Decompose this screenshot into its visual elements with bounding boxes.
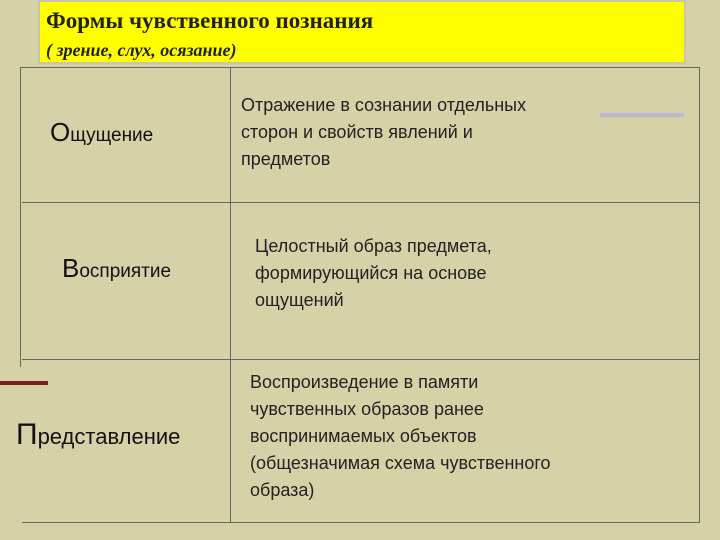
definition-perception: Целостный образ предмета, формирующийся на основе ощущений bbox=[255, 236, 492, 310]
row-divider-1 bbox=[22, 202, 700, 203]
term-perception: Восприятие bbox=[62, 253, 172, 283]
table-left-border bbox=[20, 67, 21, 367]
page-subtitle: ( зрение, слух, осязание) bbox=[46, 40, 237, 60]
table-bottom-border bbox=[22, 522, 700, 523]
table-right-border bbox=[699, 67, 700, 522]
term-sensation: Ощущение bbox=[50, 117, 154, 147]
definition-sensation: Отражение в сознании отдельных сторон и свойств явлений и предметов bbox=[241, 95, 527, 169]
definition-representation: Воспроизведение в памяти чувственных образов ранее воспринимаемых объектов (общезначимая схема чувственного образа) bbox=[250, 372, 551, 500]
row-divider-2 bbox=[22, 359, 700, 360]
left-accent-line bbox=[0, 381, 48, 385]
page-title: Формы чувственного познания bbox=[46, 8, 374, 33]
column-divider bbox=[230, 67, 231, 522]
table-top-border bbox=[20, 67, 700, 68]
accent-line bbox=[600, 113, 684, 117]
term-representation: Представление bbox=[16, 418, 181, 451]
title-box bbox=[38, 0, 686, 64]
